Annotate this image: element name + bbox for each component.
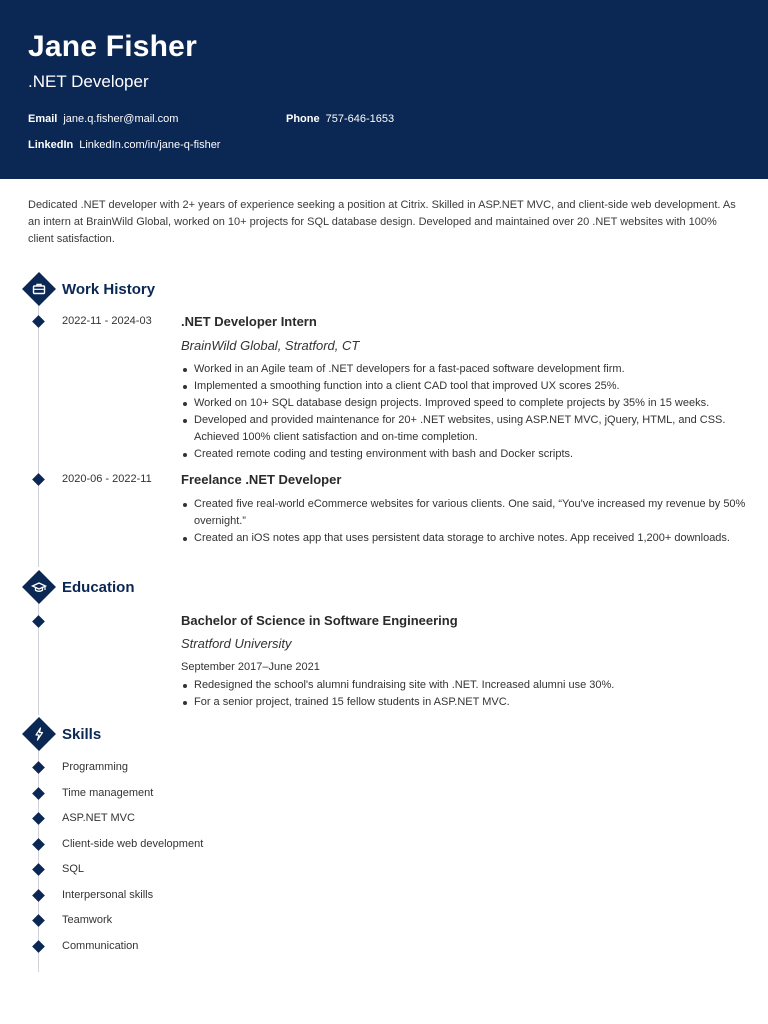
job-2-bullets: [181, 496, 746, 547]
list-item: Created five real-world eCommerce websites for various clients. One said, “You've increased my revenue by 50% overnight.”: [181, 496, 746, 530]
skill-marker: [32, 838, 45, 851]
contact-email: [28, 113, 178, 125]
skill-marker: [32, 914, 45, 927]
list-item: Worked on 10+ SQL database design projects. Improved speed to complete projects by 35% in 15 weeks.: [181, 395, 746, 412]
job-2-dates: 2020-06 - 2022-11: [62, 473, 152, 485]
job-1-org: BrainWild Global, Stratford, CT: [181, 338, 360, 353]
list-item: Worked in an Agile team of .NET developers for a fast-paced software development firm.: [181, 361, 746, 378]
list-item: Redesigned the school's alumni fundraising site with .NET. Increased alumni use 30%.: [181, 677, 746, 694]
contact-phone: [286, 113, 394, 125]
skill-marker: [32, 761, 45, 774]
lightning-icon: [22, 717, 56, 751]
candidate-name: Jane Fisher: [28, 30, 197, 63]
job-1-dates: 2022-11 - 2024-03: [62, 315, 152, 327]
resume-header: [0, 0, 768, 179]
school-name: Stratford University: [181, 636, 292, 651]
skill-marker: [32, 889, 45, 902]
list-item: Created an iOS notes app that uses persistent data storage to archive notes. App received 1,200+ downloads.: [181, 530, 746, 547]
skill-marker: [32, 787, 45, 800]
education-bullets: [181, 677, 746, 711]
list-item: Implemented a smoothing function into a client CAD tool that improved UX scores 25%.: [181, 378, 746, 395]
skills-title: Skills: [62, 725, 102, 743]
job-2-role: Freelance .NET Developer: [181, 472, 342, 487]
job-2-marker: [32, 473, 45, 486]
email-label: Email: [28, 113, 58, 125]
phone-value[interactable]: 757-646-1653: [325, 113, 395, 125]
work-history-title: Work History: [62, 280, 156, 298]
phone-label: Phone: [286, 113, 320, 125]
briefcase-icon: [22, 272, 56, 306]
skill-item: Interpersonal skills: [62, 888, 154, 901]
skill-item: Time management: [62, 786, 154, 799]
skills-timeline-line: [38, 750, 39, 972]
education-title: Education: [62, 578, 135, 596]
education-period: September 2017–June 2021: [181, 661, 320, 673]
education-marker: [32, 615, 45, 628]
skill-item: SQL: [62, 863, 85, 875]
skill-item: Programming: [62, 761, 129, 773]
skills-heading: [22, 717, 101, 751]
job-1-role: .NET Developer Intern: [181, 314, 317, 329]
skill-item: Communication: [62, 939, 139, 952]
degree-title: Bachelor of Science in Software Engineering: [181, 613, 458, 628]
work-timeline-line: [38, 305, 39, 567]
linkedin-value[interactable]: LinkedIn.com/in/jane-q-fisher: [79, 139, 221, 151]
skill-item: ASP.NET MVC: [62, 812, 135, 824]
email-value[interactable]: jane.q.fisher@mail.com: [63, 113, 179, 125]
contact-linkedin: [28, 139, 220, 151]
linkedin-label: LinkedIn: [28, 139, 74, 151]
job-1-bullets: [181, 361, 746, 463]
education-heading: [22, 570, 135, 604]
work-history-heading: [22, 272, 155, 306]
job-1-marker: [32, 315, 45, 328]
list-item: Created remote coding and testing environment with bash and Docker scripts.: [181, 446, 746, 463]
skill-item: Client-side web development: [62, 837, 204, 850]
candidate-title: .NET Developer: [28, 72, 149, 91]
skill-marker: [32, 812, 45, 825]
list-item: For a senior project, trained 15 fellow students in ASP.NET MVC.: [181, 694, 746, 711]
graduation-cap-icon: [22, 570, 56, 604]
list-item: Developed and provided maintenance for 20+ .NET websites, using ASP.NET MVC, jQuery, HTML, and CSS. Achieved 100% client satisfaction and on-time completion.: [181, 412, 746, 446]
skill-marker: [32, 940, 45, 953]
skill-marker: [32, 863, 45, 876]
profile-summary: Dedicated .NET developer with 2+ years of experience seeking a position at Citrix. Skilled in ASP.NET MVC, and client-side web development. As an intern at BrainWild Global, worked on 10+ projects for SQL database design. Developed and maintained over 20 .NET websites with 100% client satisfaction.: [28, 199, 736, 245]
skill-item: Teamwork: [62, 914, 113, 926]
